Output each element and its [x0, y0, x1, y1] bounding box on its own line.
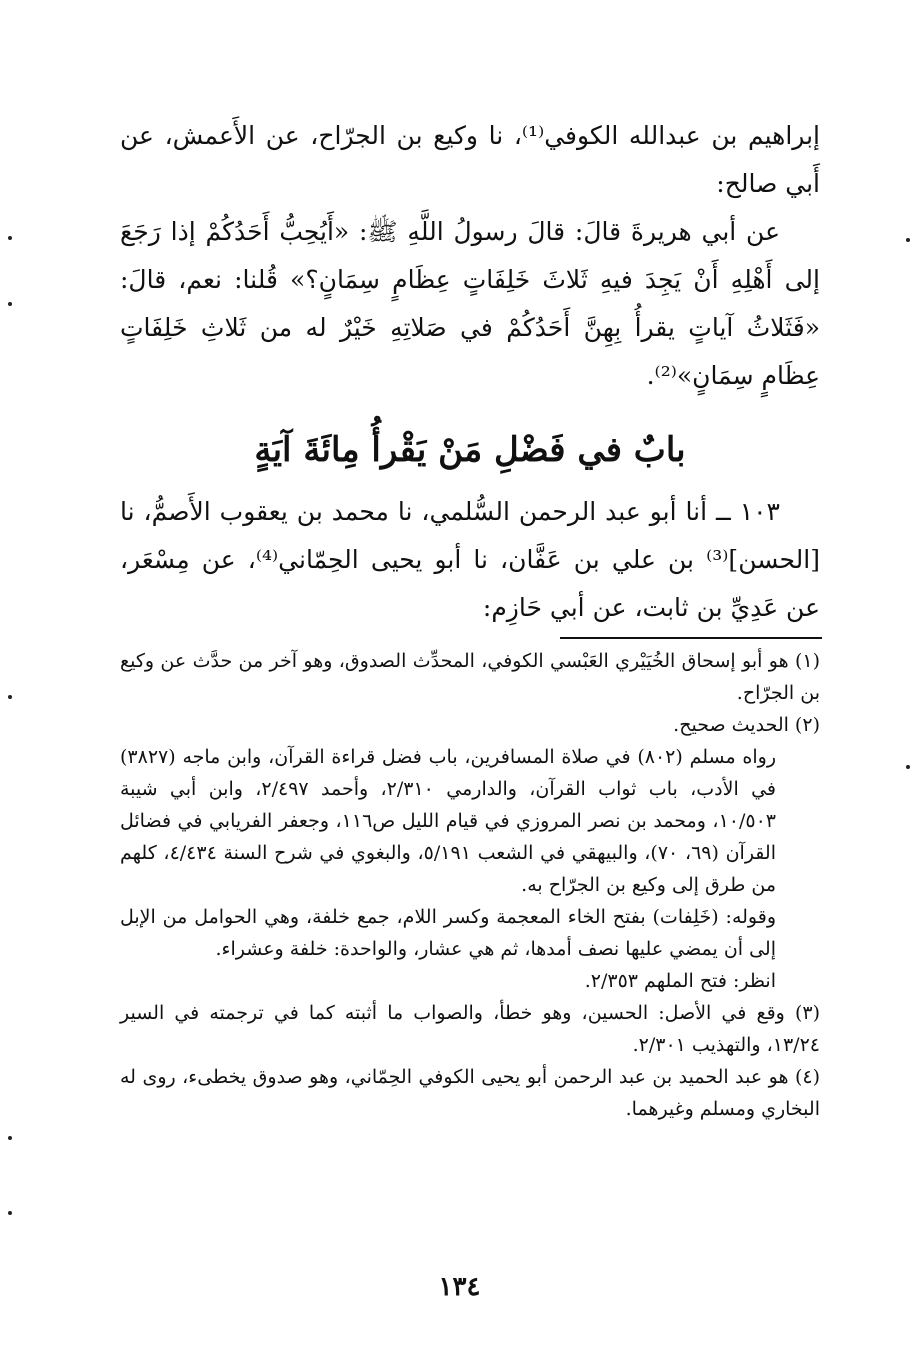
- footnote-2-reference: انظر: فتح الملهم ٢/٣٥٣.: [584, 970, 776, 992]
- margin-mark: [906, 238, 910, 242]
- main-paragraph-2: عن أبي هريرةَ قالَ: قالَ رسولُ اللَّهِ ﷺ: «أَيُحِبُّ أَحَدُكُمْ إذا رَجَعَ إلى أَهْلِهِ أَنْ يَجِدَ فيهِ ثَلاثَ خَلِفَاتٍ عِظَامٍ سِمَانٍ؟» قُلنا: نعم، قالَ: «فَثَلاثُ آياتٍ يقرأُ بِهِنَّ أَحَدُكُمْ في صَلاتِهِ خَيْرٌ له من ثَلاثِ خَلِفَاتٍ عِظَامٍ سِمَانٍ»⁽²⁾.: [120, 217, 820, 390]
- footnotes: [120, 645, 820, 1125]
- margin-mark: [8, 1211, 12, 1215]
- margin-mark: [906, 765, 910, 769]
- hadith-paragraph: ١٠٣ ــ أنا أبو عبد الرحمن السُّلمي، نا محمد بن يعقوب الأَصمُّ، نا [الحسن]⁽³⁾ بن علي بن عَفَّان، نا أبو يحيى الحِمّاني⁽⁴⁾، عن مِسْعَر، عن عَدِيِّ بن ثابت، عن أبي حَازِم:: [120, 497, 820, 622]
- margin-mark: [8, 1136, 12, 1140]
- margin-mark: [8, 695, 12, 699]
- footnote-3: (٣) وقع في الأصل: الحسين، وهو خطأ، والصواب ما أثبته كما في ترجمته في السير ١٣/٢٤، والتهذيب ٢/٣٠١.: [120, 1002, 820, 1056]
- footnote-2-explanation: وقوله: (خَلِفات) بفتح الخاء المعجمة وكسر اللام، جمع خلفة، وهي الحوامل من الإبل إلى أن يمضي عليها نصف أمدها، ثم هي عشار، والواحدة: خلفة وعشراء.: [120, 906, 776, 960]
- footnote-separator: [560, 637, 822, 639]
- margin-mark: [8, 302, 12, 306]
- footnote-4: (٤) هو عبد الحميد بن عبد الرحمن أبو يحيى الكوفي الحِمّاني، وهو صدوق يخطىء، روى له البخاري ومسلم وغيرهما.: [120, 1066, 820, 1120]
- margin-mark: [8, 236, 12, 240]
- footnote-1: (١) هو أبو إسحاق الخُيَيْري العَبْسي الكوفي، المحدِّث الصدوق، وهو آخر من حدَّث عن وكيع بن الجرّاح.: [120, 650, 820, 704]
- main-text: [120, 112, 820, 400]
- chapter-heading: بابٌ في فَضْلِ مَنْ يَقْرأُ مِائَةَ آيَةٍ: [254, 430, 686, 470]
- page-number: ١٣٤: [438, 1272, 481, 1302]
- footnote-2-heading: (٢) الحديث صحيح.: [673, 714, 820, 736]
- footnote-2-sources: رواه مسلم (٨٠٢) في صلاة المسافرين، باب فضل قراءة القرآن، وابن ماجه (٣٨٢٧) في الأدب، باب ثواب القرآن، والدارمي ٢/٣١٠، وأحمد ٢/٤٩٧، وابن أبي شيبة ١٠/٥٠٣، ومحمد بن نصر المروزي في قيام الليل ص١١٦، وجعفر الفريابي في فضائل القرآن (٦٩، ٧٠)، والبيهقي في الشعب ٥/١٩١، والبغوي في شرح السنة ٤/٤٣٤، كلهم من طرق إلى وكيع بن الجرّاح به.: [120, 746, 777, 896]
- hadith-text: [120, 488, 820, 632]
- main-paragraph-1: إبراهيم بن عبدالله الكوفي⁽¹⁾، نا وكيع بن الجرّاح، عن الأَعمش، عن أَبي صالح:: [120, 121, 820, 198]
